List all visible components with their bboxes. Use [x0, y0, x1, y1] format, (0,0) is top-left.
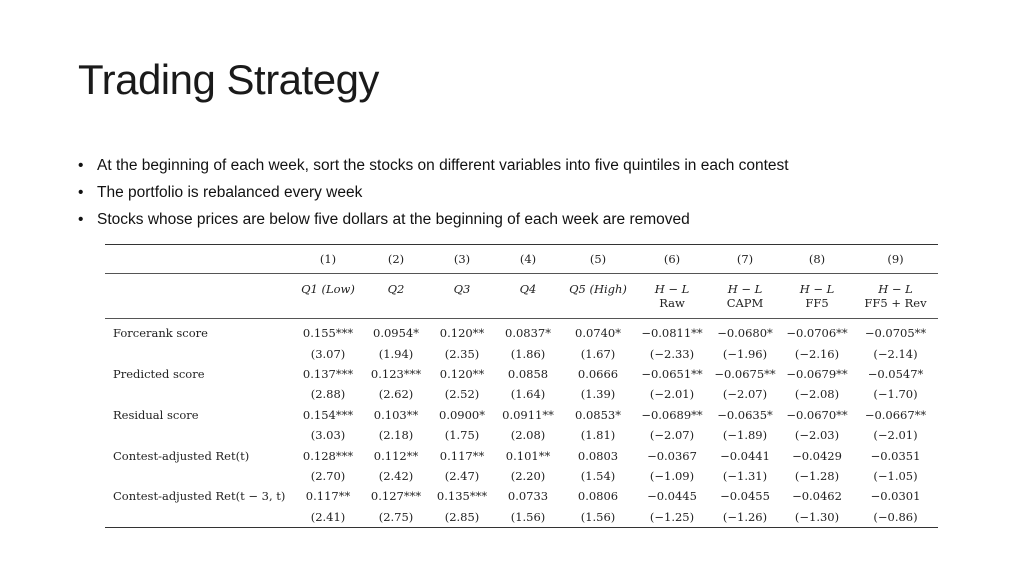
coefficient-cell: 0.0803: [577, 448, 619, 463]
coefficient-cell: 0.0911**: [502, 407, 554, 422]
tstat-row: [105, 343, 938, 363]
tstat-cell: (−2.33): [649, 346, 695, 361]
coefficient-cell: −0.0445: [647, 489, 697, 504]
coefficient-cell: 0.0858: [507, 366, 549, 381]
coefficient-cell: −0.0441: [720, 448, 770, 463]
row-label: Predicted score: [113, 366, 205, 381]
coefficient-row: [105, 405, 938, 425]
coefficient-row: [105, 364, 938, 384]
tstat-cell: (1.81): [580, 428, 616, 443]
column-number-row: [105, 245, 938, 274]
coefficient-row: [105, 486, 938, 506]
coefficient-cell: −0.0547*: [867, 366, 924, 381]
tstat-cell: (1.86): [510, 346, 546, 361]
coefficient-cell: −0.0670**: [786, 407, 848, 422]
tstat-cell: (2.88): [310, 387, 346, 402]
tstat-cell: (1.67): [580, 346, 616, 361]
coefficient-cell: 0.135***: [436, 489, 488, 504]
tstat-cell: (2.52): [444, 387, 480, 402]
coefficient-row: [105, 445, 938, 465]
column-subheader: [363, 296, 429, 319]
column-header: H − L: [709, 274, 781, 297]
tstat-cell: (1.75): [444, 428, 480, 443]
tstat-cell: (−0.86): [853, 507, 938, 528]
tstat-cell: (−2.03): [794, 428, 840, 443]
column-subheader: [495, 296, 561, 319]
coefficient-cell: −0.0351: [870, 448, 921, 463]
coefficient-cell: 0.117**: [305, 489, 351, 504]
tstat-cell: (−1.25): [635, 507, 709, 528]
tstat-cell: (2.35): [444, 346, 480, 361]
tstat-cell: (−1.31): [722, 468, 768, 483]
coefficient-cell: 0.0806: [577, 489, 619, 504]
tstat-cell: (−1.26): [709, 507, 781, 528]
tstat-cell: (−2.08): [794, 387, 840, 402]
column-header: Q5 (High): [561, 274, 635, 297]
column-number: (2): [363, 245, 429, 274]
tstat-cell: (2.18): [378, 428, 414, 443]
bullet-text: Stocks whose prices are below five dollars at the beginning of each week are removed: [97, 211, 690, 228]
column-subheader: Raw: [659, 296, 685, 310]
column-header: H − L: [635, 274, 709, 297]
coefficient-cell: 0.155***: [293, 319, 363, 344]
bullet-item: [78, 179, 978, 206]
coefficient-cell: 0.0954*: [363, 319, 429, 344]
coefficient-cell: 0.120**: [429, 319, 495, 344]
coefficient-cell: −0.0651**: [641, 366, 703, 381]
tstat-cell: (1.94): [378, 346, 414, 361]
coefficient-cell: 0.123***: [370, 366, 422, 381]
row-label-empty: [105, 507, 293, 528]
column-number: (3): [429, 245, 495, 274]
coefficient-cell: 0.0900*: [439, 407, 485, 422]
coefficient-cell: 0.101**: [505, 448, 551, 463]
tstat-cell: (−1.89): [722, 428, 768, 443]
column-subheader: [561, 296, 635, 319]
tstat-cell: (−2.14): [873, 346, 918, 361]
tstat-cell: (1.64): [510, 387, 546, 402]
row-label-empty: [105, 343, 293, 363]
tstat-row: [105, 384, 938, 404]
coefficient-cell: 0.127***: [370, 489, 422, 504]
column-subheader: FF5 + Rev: [864, 296, 927, 310]
column-header-row: [105, 274, 938, 297]
row-label-empty: [105, 425, 293, 445]
tstat-cell: (−2.16): [794, 346, 840, 361]
tstat-cell: (2.08): [510, 428, 546, 443]
tstat-cell: (−2.01): [649, 387, 695, 402]
results-table-image: [105, 244, 938, 528]
bullet-list: [78, 152, 978, 233]
column-subheader: [429, 296, 495, 319]
slide-title: Trading Strategy: [78, 56, 379, 103]
column-number: (5): [561, 245, 635, 274]
tstat-cell: (1.54): [580, 468, 616, 483]
tstat-cell: (2.85): [429, 507, 495, 528]
column-header: Q2: [363, 274, 429, 297]
tstat-cell: (−2.01): [873, 428, 918, 443]
tstat-cell: (−1.28): [794, 468, 840, 483]
coefficient-cell: 0.0733: [507, 489, 549, 504]
row-label: Residual score: [113, 407, 199, 422]
coefficient-cell: −0.0679**: [786, 366, 848, 381]
tstat-row: [105, 507, 938, 528]
row-label: Contest-adjusted Ret(t − 3, t): [113, 489, 286, 504]
tstat-cell: (−1.05): [873, 468, 918, 483]
row-label-empty: [105, 384, 293, 404]
coefficient-cell: −0.0680*: [709, 319, 781, 344]
tstat-cell: (2.75): [363, 507, 429, 528]
bullet-item: [78, 206, 978, 233]
column-subheader: FF5: [805, 296, 829, 310]
tstat-cell: (−1.30): [781, 507, 853, 528]
row-label: Forcerank score: [105, 319, 293, 344]
bullet-item: [78, 152, 978, 179]
coefficient-cell: −0.0811**: [635, 319, 709, 344]
tstat-cell: (3.07): [310, 346, 346, 361]
tstat-cell: (2.41): [293, 507, 363, 528]
column-subheader-row: [105, 296, 938, 319]
coefficient-cell: 0.128***: [302, 448, 354, 463]
tstat-row: [105, 425, 938, 445]
coefficient-cell: −0.0705**: [853, 319, 938, 344]
column-header: H − L: [781, 274, 853, 297]
coefficient-cell: −0.0462: [792, 489, 842, 504]
coefficient-cell: −0.0429: [792, 448, 842, 463]
coefficient-cell: −0.0301: [870, 489, 921, 504]
coefficient-cell: −0.0667**: [864, 407, 927, 422]
tstat-cell: (−2.07): [649, 428, 695, 443]
table-corner-cell: [105, 245, 293, 274]
coefficient-cell: 0.0837*: [495, 319, 561, 344]
tstat-cell: (3.03): [310, 428, 346, 443]
bullet-dot-icon: •: [78, 157, 84, 174]
tstat-cell: (2.42): [378, 468, 414, 483]
column-number: (8): [781, 245, 853, 274]
column-header: Q1 (Low): [293, 274, 363, 297]
bullet-dot-icon: •: [78, 211, 84, 228]
coefficient-cell: 0.117**: [439, 448, 485, 463]
bullet-text: At the beginning of each week, sort the stocks on different variables into five quintiles in each contest: [97, 157, 789, 174]
column-subheader: CAPM: [726, 296, 764, 310]
tstat-cell: (−2.07): [722, 387, 768, 402]
column-header: H − L: [853, 274, 938, 297]
column-header: Q3: [429, 274, 495, 297]
tstat-cell: (2.70): [310, 468, 346, 483]
coefficient-cell: 0.103**: [373, 407, 419, 422]
tstat-cell: (1.39): [580, 387, 616, 402]
bullet-text: The portfolio is rebalanced every week: [97, 184, 363, 201]
tstat-cell: (1.56): [561, 507, 635, 528]
column-header: Q4: [495, 274, 561, 297]
tstat-cell: (−1.96): [722, 346, 768, 361]
tstat-cell: (1.56): [495, 507, 561, 528]
column-number: (7): [709, 245, 781, 274]
coefficient-cell: 0.0740*: [561, 319, 635, 344]
coefficient-cell: −0.0367: [647, 448, 697, 463]
column-number: (4): [495, 245, 561, 274]
coefficient-cell: −0.0689**: [641, 407, 703, 422]
tstat-cell: (2.47): [444, 468, 480, 483]
coefficient-cell: 0.137***: [302, 366, 354, 381]
bullet-dot-icon: •: [78, 184, 84, 201]
tstat-cell: (2.62): [378, 387, 414, 402]
coefficient-cell: 0.0666: [577, 366, 619, 381]
column-number: (9): [853, 245, 938, 274]
tstat-cell: (−1.09): [649, 468, 695, 483]
coefficient-cell: 0.112**: [373, 448, 419, 463]
table-corner-cell: [105, 296, 293, 319]
column-number: (1): [293, 245, 363, 274]
column-subheader: [293, 296, 363, 319]
coefficient-cell: −0.0675**: [714, 366, 776, 381]
tstat-cell: (2.20): [510, 468, 546, 483]
coefficient-cell: −0.0706**: [781, 319, 853, 344]
row-label-empty: [105, 466, 293, 486]
coefficient-cell: 0.154***: [302, 407, 354, 422]
coefficient-cell: −0.0455: [720, 489, 770, 504]
coefficient-cell: 0.120**: [439, 366, 485, 381]
tstat-cell: (−1.70): [873, 387, 918, 402]
column-number: (6): [635, 245, 709, 274]
table-corner-cell: [105, 274, 293, 297]
coefficient-row: [105, 319, 938, 344]
coefficient-cell: −0.0635*: [717, 407, 773, 422]
results-table: [105, 244, 938, 528]
coefficient-cell: 0.0853*: [575, 407, 621, 422]
tstat-row: [105, 466, 938, 486]
row-label: Contest-adjusted Ret(t): [113, 448, 250, 463]
